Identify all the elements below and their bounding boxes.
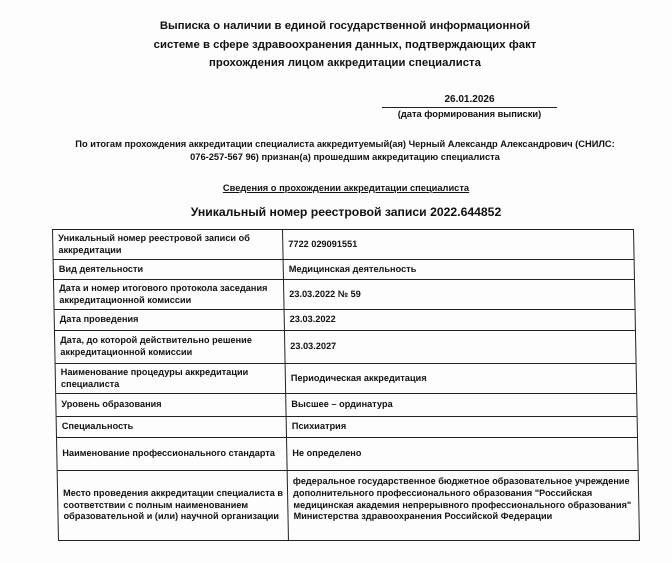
row-label: Место проведения аккредитации специалиста в соответствии с полным наименованием образовательной и (или) научной организации xyxy=(58,471,289,540)
registry-number-heading: Уникальный номер реестровой записи 2022.644852 xyxy=(190,205,502,219)
table-row xyxy=(58,471,639,540)
row-label: Наименование процедуры аккредитации специалиста xyxy=(56,364,287,393)
table-row xyxy=(56,394,636,417)
intro-line: 076-257-567 96) признан(а) прошедшим аккредитацию специалиста xyxy=(190,152,500,162)
table-row xyxy=(56,364,637,394)
table-row xyxy=(55,310,635,331)
title-line: системе в сфере здравоохранения данных, подтверждающих факт xyxy=(153,38,537,51)
row-label: Дата, до которой действительно решение аккредитационной комиссии xyxy=(55,331,286,363)
row-value: 7722 029091551 xyxy=(288,238,358,249)
row-value: Психиатрия xyxy=(291,421,347,432)
intro-line: По итогам прохождения аккредитации специалиста аккредитуемый(ая) Черный Александр Александрович (СНИЛС: xyxy=(75,139,615,149)
accreditation-table xyxy=(52,229,640,541)
row-label: Специальность xyxy=(57,417,287,437)
table-row xyxy=(57,438,638,471)
issue-date-block xyxy=(382,93,557,121)
row-value: Высшее – ординатура xyxy=(291,399,393,410)
issue-date-label: (дата формирования выписки) xyxy=(397,109,542,119)
row-value: федеральное государственное бюджетное образовательное учреждение дополнительного профессионального образования "Российская медицинская академия непрерывного профессионального образования" Министерства здравоохранения Российской Федерации xyxy=(292,476,632,522)
row-label: Уникальный номер реестровой записи об аккредитации xyxy=(53,230,284,259)
table-row xyxy=(54,280,635,310)
row-label: Наименование профессионального стандарта xyxy=(57,438,288,470)
title-line: прохождения лицом аккредитации специалиста xyxy=(209,57,481,69)
row-value: 23.03.2022 xyxy=(289,314,336,325)
intro-paragraph xyxy=(55,138,635,164)
row-value: Медицинская деятельность xyxy=(288,263,417,274)
row-value: 23.03.2027 xyxy=(290,341,337,352)
section-heading: Сведения о прохождении аккредитации специалиста xyxy=(222,183,470,193)
row-label: Дата и номер итогового протокола заседания аккредитационной комиссии xyxy=(54,280,285,309)
title-line: Выписка о наличии в единой государственной информационной xyxy=(159,20,531,32)
row-value: Периодическая аккредитация xyxy=(290,372,427,383)
document-title xyxy=(100,17,590,73)
table-row xyxy=(54,260,634,280)
table-row xyxy=(55,331,636,364)
table-row xyxy=(57,417,637,438)
row-value: 23.03.2022 № 59 xyxy=(289,288,361,299)
row-label: Вид деятельности xyxy=(54,260,284,279)
row-label: Дата проведения xyxy=(55,310,285,330)
row-value: Не определено xyxy=(292,448,362,459)
row-label: Уровень образования xyxy=(56,394,286,416)
table-row xyxy=(53,230,634,260)
issue-date: 26.01.2026 xyxy=(382,93,557,108)
